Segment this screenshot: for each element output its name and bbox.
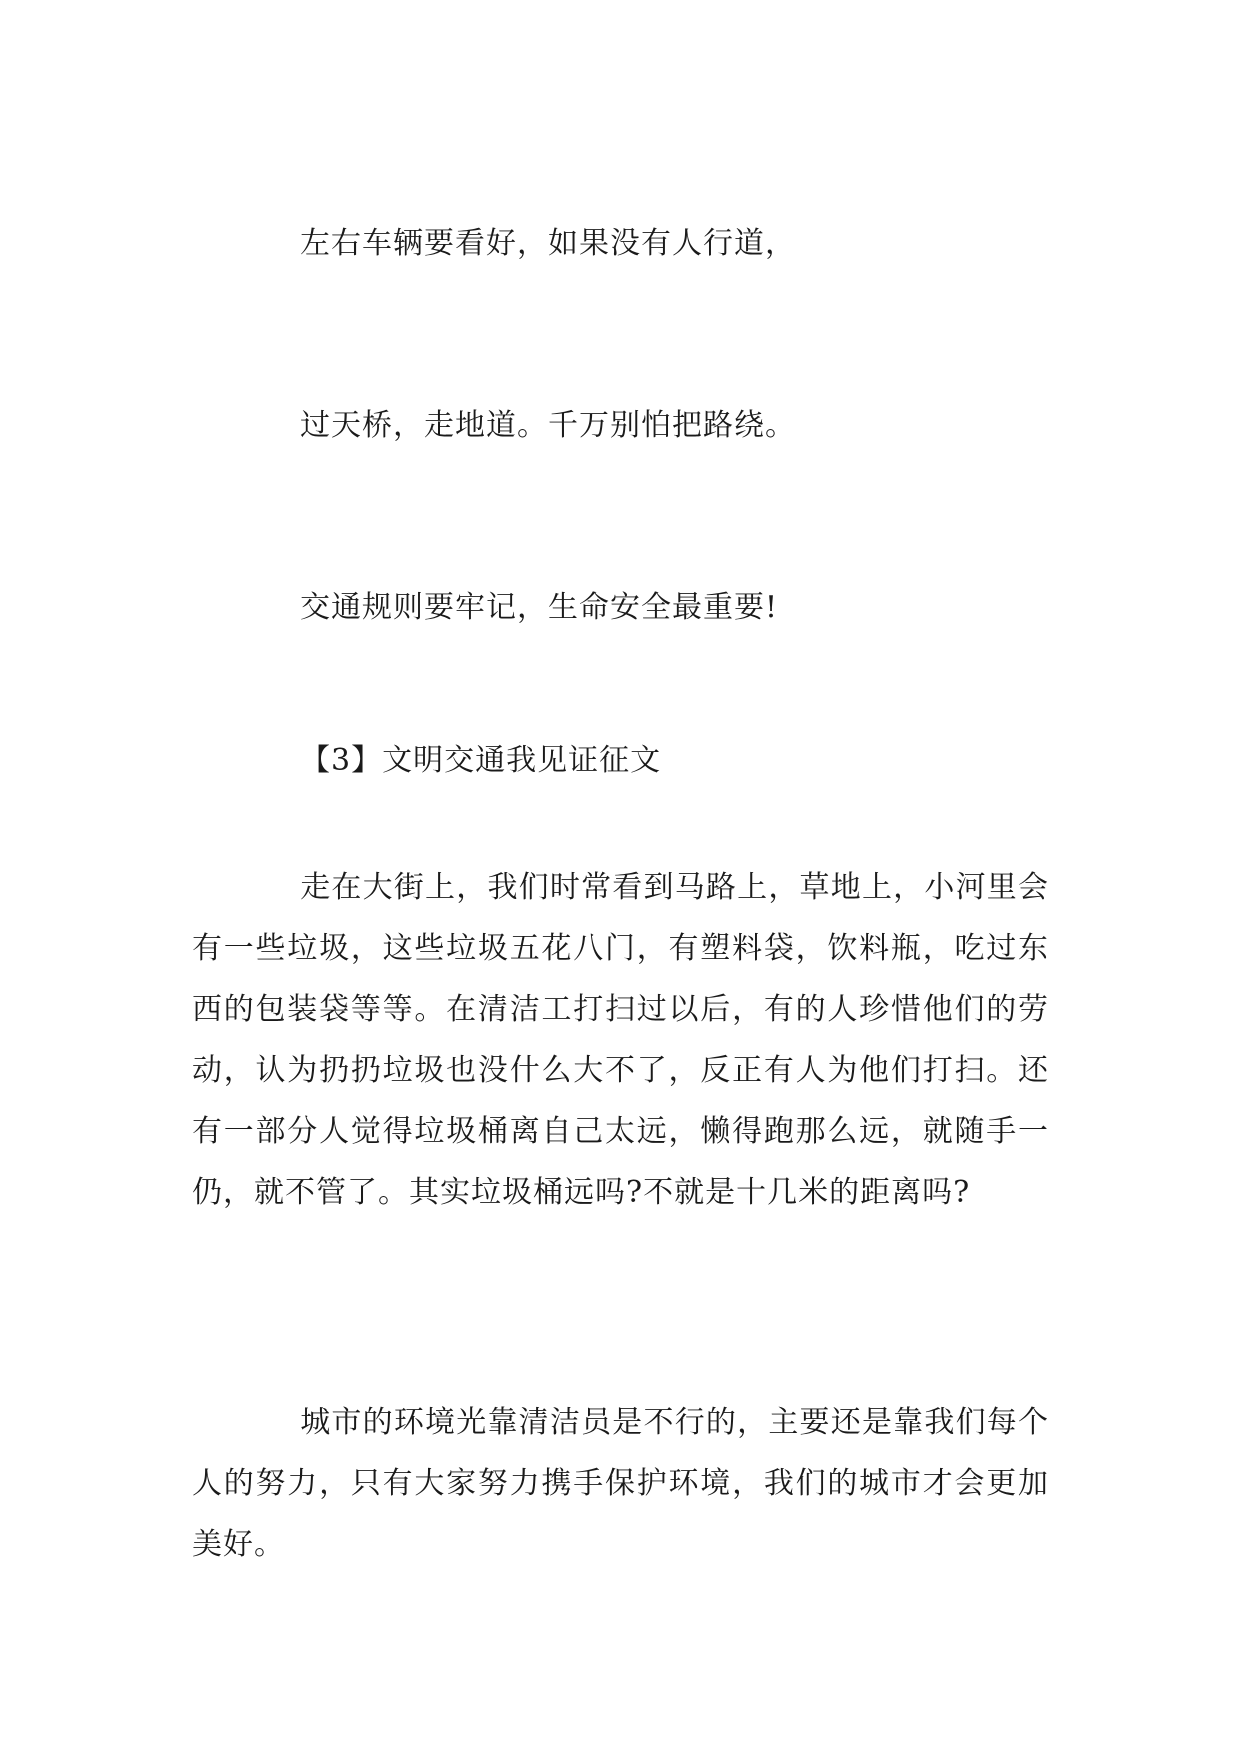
body-paragraph-2 xyxy=(192,1392,1049,1575)
body-paragraph-1 xyxy=(192,857,1049,1223)
section-heading: 【3】文明交通我见证征文 xyxy=(300,743,662,778)
poem-line-2: 过天桥，走地道。千万别怕把路绕。 xyxy=(300,408,796,443)
paragraph-1-text: 走在大街上，我们时常看到马路上，草地上，小河里会有一些垃圾，这些垃圾五花八门，有塑料袋，饮料瓶，吃过东西的包装袋等等。在清洁工打扫过以后，有的人珍惜他们的劳动，认为扔扔垃圾也没什么大不了，反正有人为他们打扫。还有一部分人觉得垃圾桶离自己太远，懒得跑那么远，就随手一仍，就不管了。其实垃圾桶远吗?不就是十几米的距离吗? xyxy=(192,870,1049,1210)
poem-line-3: 交通规则要牢记，生命安全最重要! xyxy=(300,590,779,625)
paragraph-2-text: 城市的环境光靠清洁员是不行的，主要还是靠我们每个人的努力，只有大家努力携手保护环境，我们的城市才会更加美好。 xyxy=(192,1405,1049,1562)
poem-line-1: 左右车辆要看好，如果没有人行道， xyxy=(300,226,796,261)
